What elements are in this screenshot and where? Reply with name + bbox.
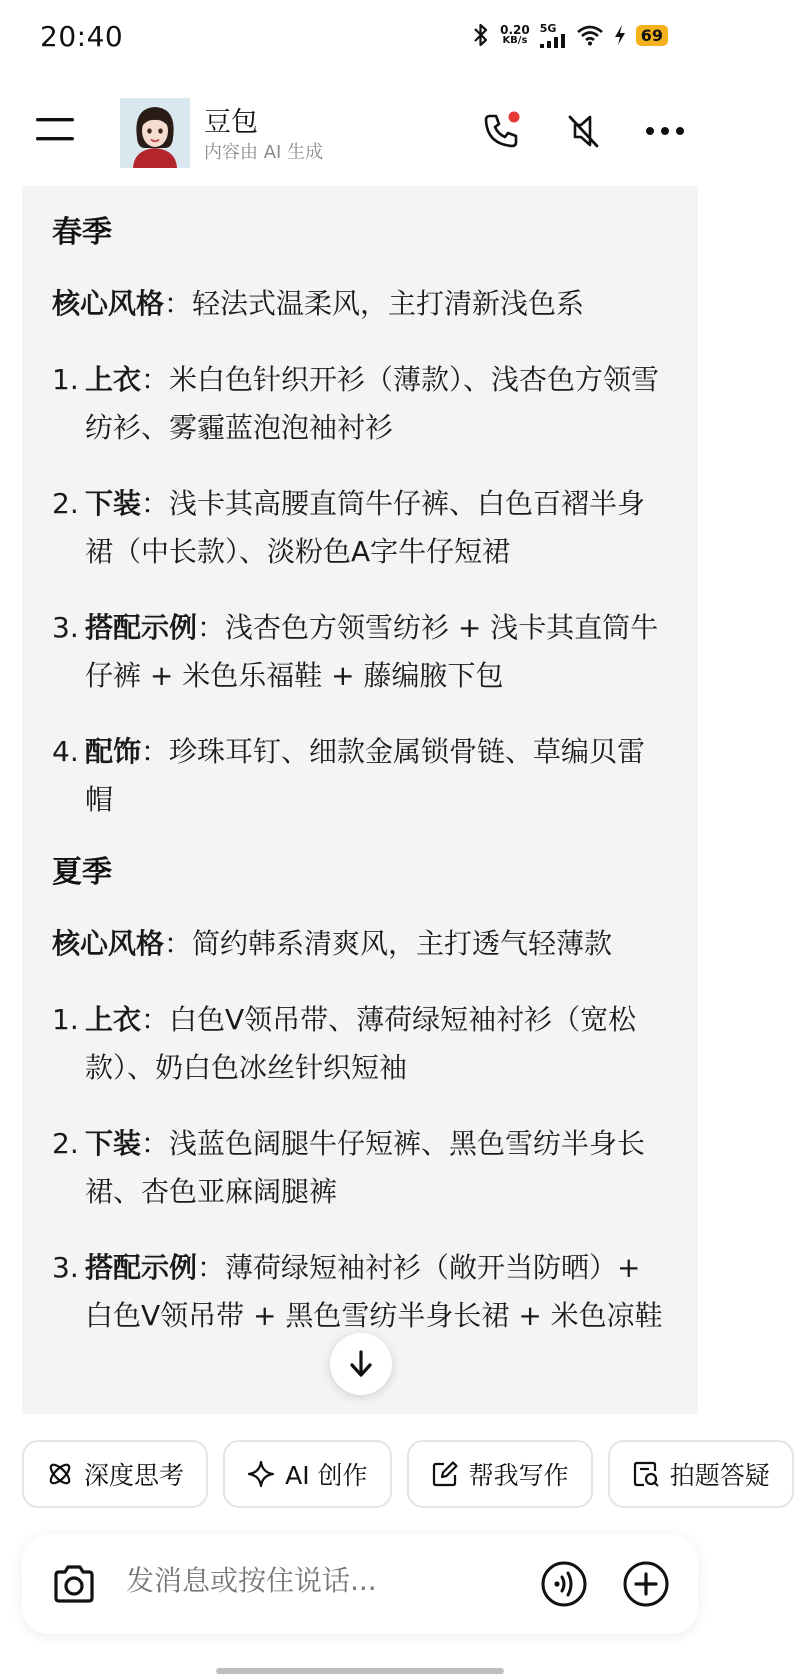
- camera-icon[interactable]: [50, 1560, 98, 1608]
- arrow-down-icon: [347, 1349, 375, 1379]
- net-speed: 0.20 KB/s: [500, 23, 530, 46]
- spring-list: [52, 356, 668, 824]
- style-line: 核心风格：轻法式温柔风，主打清新浅色系: [52, 287, 585, 320]
- atom-icon: [46, 1460, 74, 1488]
- list-item: 4. 配饰：珍珠耳钉、细款金属锁骨链、草编贝雷帽: [52, 735, 646, 816]
- list-item: 2. 下装：浅卡其高腰直筒牛仔裤、白色百褶半身裙（中长款）、淡粉色A字牛仔短裙: [52, 487, 646, 568]
- status-bar: [0, 0, 720, 76]
- section-title: 春季: [52, 215, 112, 250]
- sparkle-icon: [247, 1460, 275, 1488]
- bluetooth-icon: [472, 22, 490, 48]
- more-button[interactable]: [642, 108, 688, 154]
- scroll-to-bottom-button[interactable]: [330, 1333, 392, 1395]
- speaker-muted-icon: [563, 111, 603, 151]
- phone-icon: [481, 111, 521, 151]
- wifi-icon: [576, 24, 604, 46]
- list-item: 3. 搭配示例：浅杏色方领雪纺衫 + 浅卡其直筒牛仔裤 + 米色乐福鞋 + 藤编腋下包: [52, 611, 659, 692]
- message-input[interactable]: [126, 1564, 506, 1597]
- status-time: 20:40: [40, 20, 124, 53]
- list-item: 3. 搭配示例：薄荷绿短袖衬衫（敞开当防晒）+ 白色V领吊带 + 黑色雪纺半身长裙 + 米色凉鞋: [52, 1251, 663, 1332]
- message-input-bar: [22, 1534, 698, 1634]
- photo-question-icon: [632, 1460, 660, 1488]
- mute-button[interactable]: [560, 108, 606, 154]
- call-button[interactable]: [478, 108, 524, 154]
- edit-icon: [431, 1460, 459, 1488]
- plus-icon[interactable]: [622, 1560, 670, 1608]
- signal-icon: 5G: [540, 23, 566, 48]
- section-title: 夏季: [52, 855, 112, 890]
- status-icons: [472, 22, 668, 48]
- chip-photo-question[interactable]: 拍题答疑: [608, 1440, 794, 1508]
- avatar[interactable]: [120, 98, 190, 168]
- bot-name: 豆包: [204, 107, 258, 138]
- chip-deep-thinking[interactable]: 深度思考: [22, 1440, 208, 1508]
- list-item: 1. 上衣：米白色针织开衫（薄款）、浅杏色方领雪纺衫、雾霾蓝泡泡袖衬衫: [52, 363, 660, 444]
- ai-generated-note: 内容由 AI 生成: [204, 142, 324, 163]
- summer-list: [52, 996, 668, 1340]
- list-item: 1. 上衣：白色V领吊带、薄荷绿短袖衬衫（宽松款）、奶白色冰丝针织短袖: [52, 1003, 637, 1084]
- battery-level: 69: [636, 25, 668, 46]
- chip-ai-create[interactable]: AI 创作: [223, 1440, 391, 1508]
- charging-icon: [614, 24, 626, 46]
- list-item: 2. 下装：浅蓝色阔腿牛仔短裤、黑色雪纺半身长裙、杏色亚麻阔腿裤: [52, 1127, 646, 1208]
- voice-call-icon[interactable]: [540, 1560, 588, 1608]
- style-line: 核心风格：简约韩系清爽风，主打透气轻薄款: [52, 927, 613, 960]
- more-icon: [645, 125, 685, 137]
- home-indicator[interactable]: [216, 1668, 504, 1674]
- avatar-image: [120, 98, 190, 168]
- message-bubble: [22, 186, 698, 1414]
- chat-header: [0, 80, 720, 185]
- quick-action-chips: [22, 1440, 770, 1510]
- chip-write[interactable]: 帮我写作: [407, 1440, 593, 1508]
- menu-icon[interactable]: [36, 116, 74, 142]
